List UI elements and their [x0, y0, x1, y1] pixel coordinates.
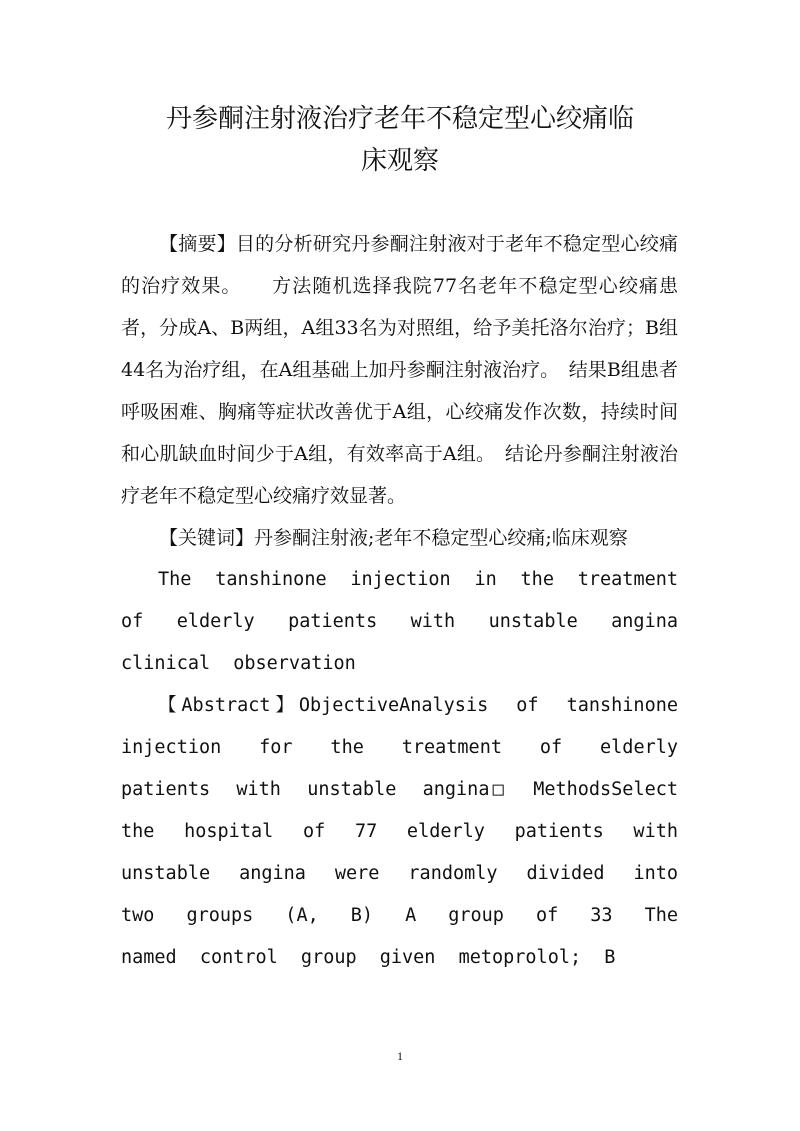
- document-title: [120, 98, 680, 182]
- english-title-paragraph: The tanshinone injection in the treatment of elderly patients with unstable angina clinical observation: [121, 569, 678, 674]
- keywords-paragraph: 【关键词】丹参酮注射液;老年不稳定型心绞痛;临床观察: [159, 527, 628, 549]
- abstract-paragraph: 【摘要】目的分析研究丹参酮注射液对于老年不稳定型心绞痛的治疗效果。 方法随机选择我院77名老年不稳定型心绞痛患者，分成A、B两组，A组33名为对照组，给予美托洛尔治疗；B组44名为治疗组，在A组基础上加丹参酮注射液治疗。 结果B组患者呼吸困难、胸痛等症状改善优于A组，心绞痛发作次数，持续时间和心肌缺血时间少于A组，有效率高于A组。 结论丹参酮注射液治疗老年不稳定型心绞痛疗效显著。: [121, 233, 678, 507]
- title-line-1: 丹参酮注射液治疗老年不稳定型心绞痛临: [165, 104, 634, 134]
- title-line-2: 床观察: [360, 146, 439, 176]
- english-abstract-paragraph: 【Abstract】ObjectiveAnalysis of tanshinone injection for the treatment of elderly patients with unstable angina□ MethodsSelect the hospital of 77 elderly patients with unstable angina were randomly divided into two groups (A, B) A group of 33 The named control group given metoprolol; B: [121, 695, 678, 968]
- page-number: 1: [397, 1049, 403, 1063]
- document-body: [121, 223, 678, 979]
